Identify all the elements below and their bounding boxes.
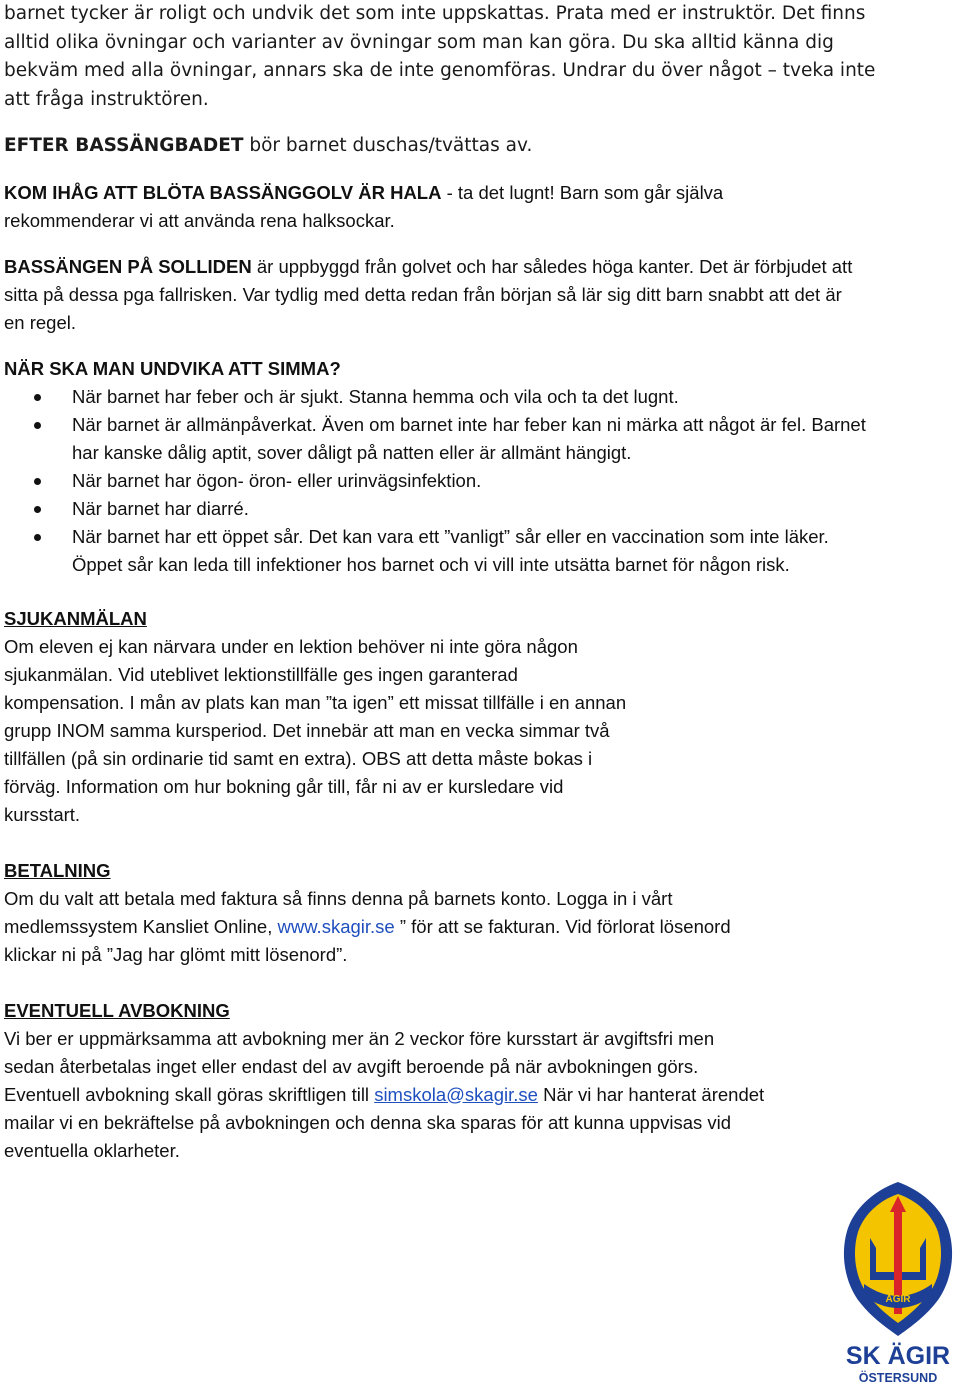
payment-line: Om du valt att betala med faktura så finns denna på barnets konto. Logga in i vårt — [4, 887, 673, 909]
cancel-heading: EVENTUELL AVBOKNING — [4, 999, 230, 1021]
email-link[interactable]: simskola@skagir.se — [374, 1083, 538, 1105]
sick-line: kompensation. I mån av plats kan man ”ta igen” ett missat tillfälle i en annan — [4, 691, 627, 713]
sick-line: kursstart. — [4, 803, 81, 825]
cancel-line: Eventuell avbokning skall göras skriftligen till simskola@skagir.se När vi har hanterat ärendet — [4, 1083, 765, 1105]
sick-line: grupp INOM samma kursperiod. Det innebär att man en vecka simmar två — [4, 719, 610, 741]
sick-heading: SJUKANMÄLAN — [4, 607, 147, 629]
after-bath-heading: EFTER BASSÄNGBADET — [4, 135, 244, 156]
bullet-icon — [34, 534, 41, 541]
emblem-text: ÄGIR — [885, 1294, 911, 1305]
payment-line: klickar ni på ”Jag har glömt mitt lösenord”. — [4, 943, 348, 965]
list-item: När barnet har feber och är sjukt. Stanna hemma och vila och ta det lugnt. — [4, 383, 874, 411]
cancel-line: Vi ber er uppmärksamma att avbokning mer än 2 veckor före kursstart är avgiftsfri men — [4, 1027, 715, 1049]
bullet-icon — [34, 506, 41, 513]
document-page — [4, 0, 884, 1165]
cancel-line: eventuella oklarheter. — [4, 1139, 180, 1161]
logo-city: ÖSTERSUND — [858, 1371, 938, 1385]
sick-line: tillfällen (på sin ordinarie tid samt en extra). OBS att detta måste bokas i — [4, 747, 593, 769]
after-bath-paragraph — [4, 132, 884, 161]
pool-heading: BASSÄNGEN PÅ SOLLIDEN — [4, 255, 252, 277]
website-link[interactable]: www.skagir.se — [277, 915, 395, 937]
slippery-text: - ta det lugnt! Barn som går själva rekommenderar vi att använda rena halksockar. — [4, 181, 724, 231]
sick-line: förväg. Information om hur bokning går till, får ni av er kursledare vid — [4, 775, 564, 797]
pool-text: är uppbyggd från golvet och har således höga kanter. Det är förbjudet att sitta på dessa pga fallrisken. Var tydlig med detta redan från början så lär sig ditt barn snabbt att det är en regel. — [4, 255, 853, 333]
logo-name: SK ÄGIR — [845, 1342, 951, 1370]
list-item: När barnet har ett öppet sår. Det kan vara ett ”vanligt” sår eller en vaccination som inte läker. Öppet sår kan leda till infektioner hos barnet och vi vill inte utsätta barnet för någon risk. — [4, 523, 874, 579]
pool-paragraph — [4, 253, 854, 337]
bullet-icon — [34, 394, 41, 401]
bullet-icon — [34, 422, 41, 429]
slippery-heading: KOM IHÅG ATT BLÖTA BASSÄNGGOLV ÄR HALA — [4, 181, 442, 203]
shield-emblem-icon — [836, 1176, 960, 1392]
sick-line: sjukanmälan. Vid uteblivet lektionstillfälle ges ingen garanterad — [4, 663, 518, 685]
avoid-list — [4, 383, 874, 579]
after-bath-text: bör barnet duschas/tvättas av. — [243, 135, 533, 156]
cancel-line: sedan återbetalas inget eller endast del av avgift beroende på när avbokningen görs. — [4, 1055, 699, 1077]
list-item: När barnet har diarré. — [4, 495, 874, 523]
list-item: När barnet är allmänpåverkat. Även om barnet inte har feber kan ni märka att något är fel. Barnet har kanske dålig aptit, sover dåligt på natten eller är allmänt hängigt. — [4, 411, 874, 467]
payment-heading: BETALNING — [4, 859, 111, 881]
cancel-line: mailar vi en bekräftelse på avbokningen och denna ska sparas för att kunna uppvisas vid — [4, 1111, 732, 1133]
slippery-paragraph — [4, 179, 804, 235]
intro-paragraph: barnet tycker är roligt och undvik det som inte uppskattas. Prata med er instruktör. Det finns alltid olika övningar och varianter av övningar som man kan göra. Du ska alltid känna dig bekväm med alla övningar, annars ska de inte genomföras. Undrar du över något – tveka inte att fråga instruktören. — [4, 3, 876, 110]
sick-line: Om eleven ej kan närvara under en lektion behöver ni inte göra någon — [4, 635, 578, 657]
payment-line: medlemssystem Kansliet Online, www.skagir.se ” för att se fakturan. Vid förlorat lösenord — [4, 915, 731, 937]
sk-agir-logo — [836, 1176, 960, 1392]
avoid-heading: NÄR SKA MAN UNDVIKA ATT SIMMA? — [4, 357, 341, 379]
list-item: När barnet har ögon- öron- eller urinvägsinfektion. — [4, 467, 874, 495]
bullet-icon — [34, 478, 41, 485]
